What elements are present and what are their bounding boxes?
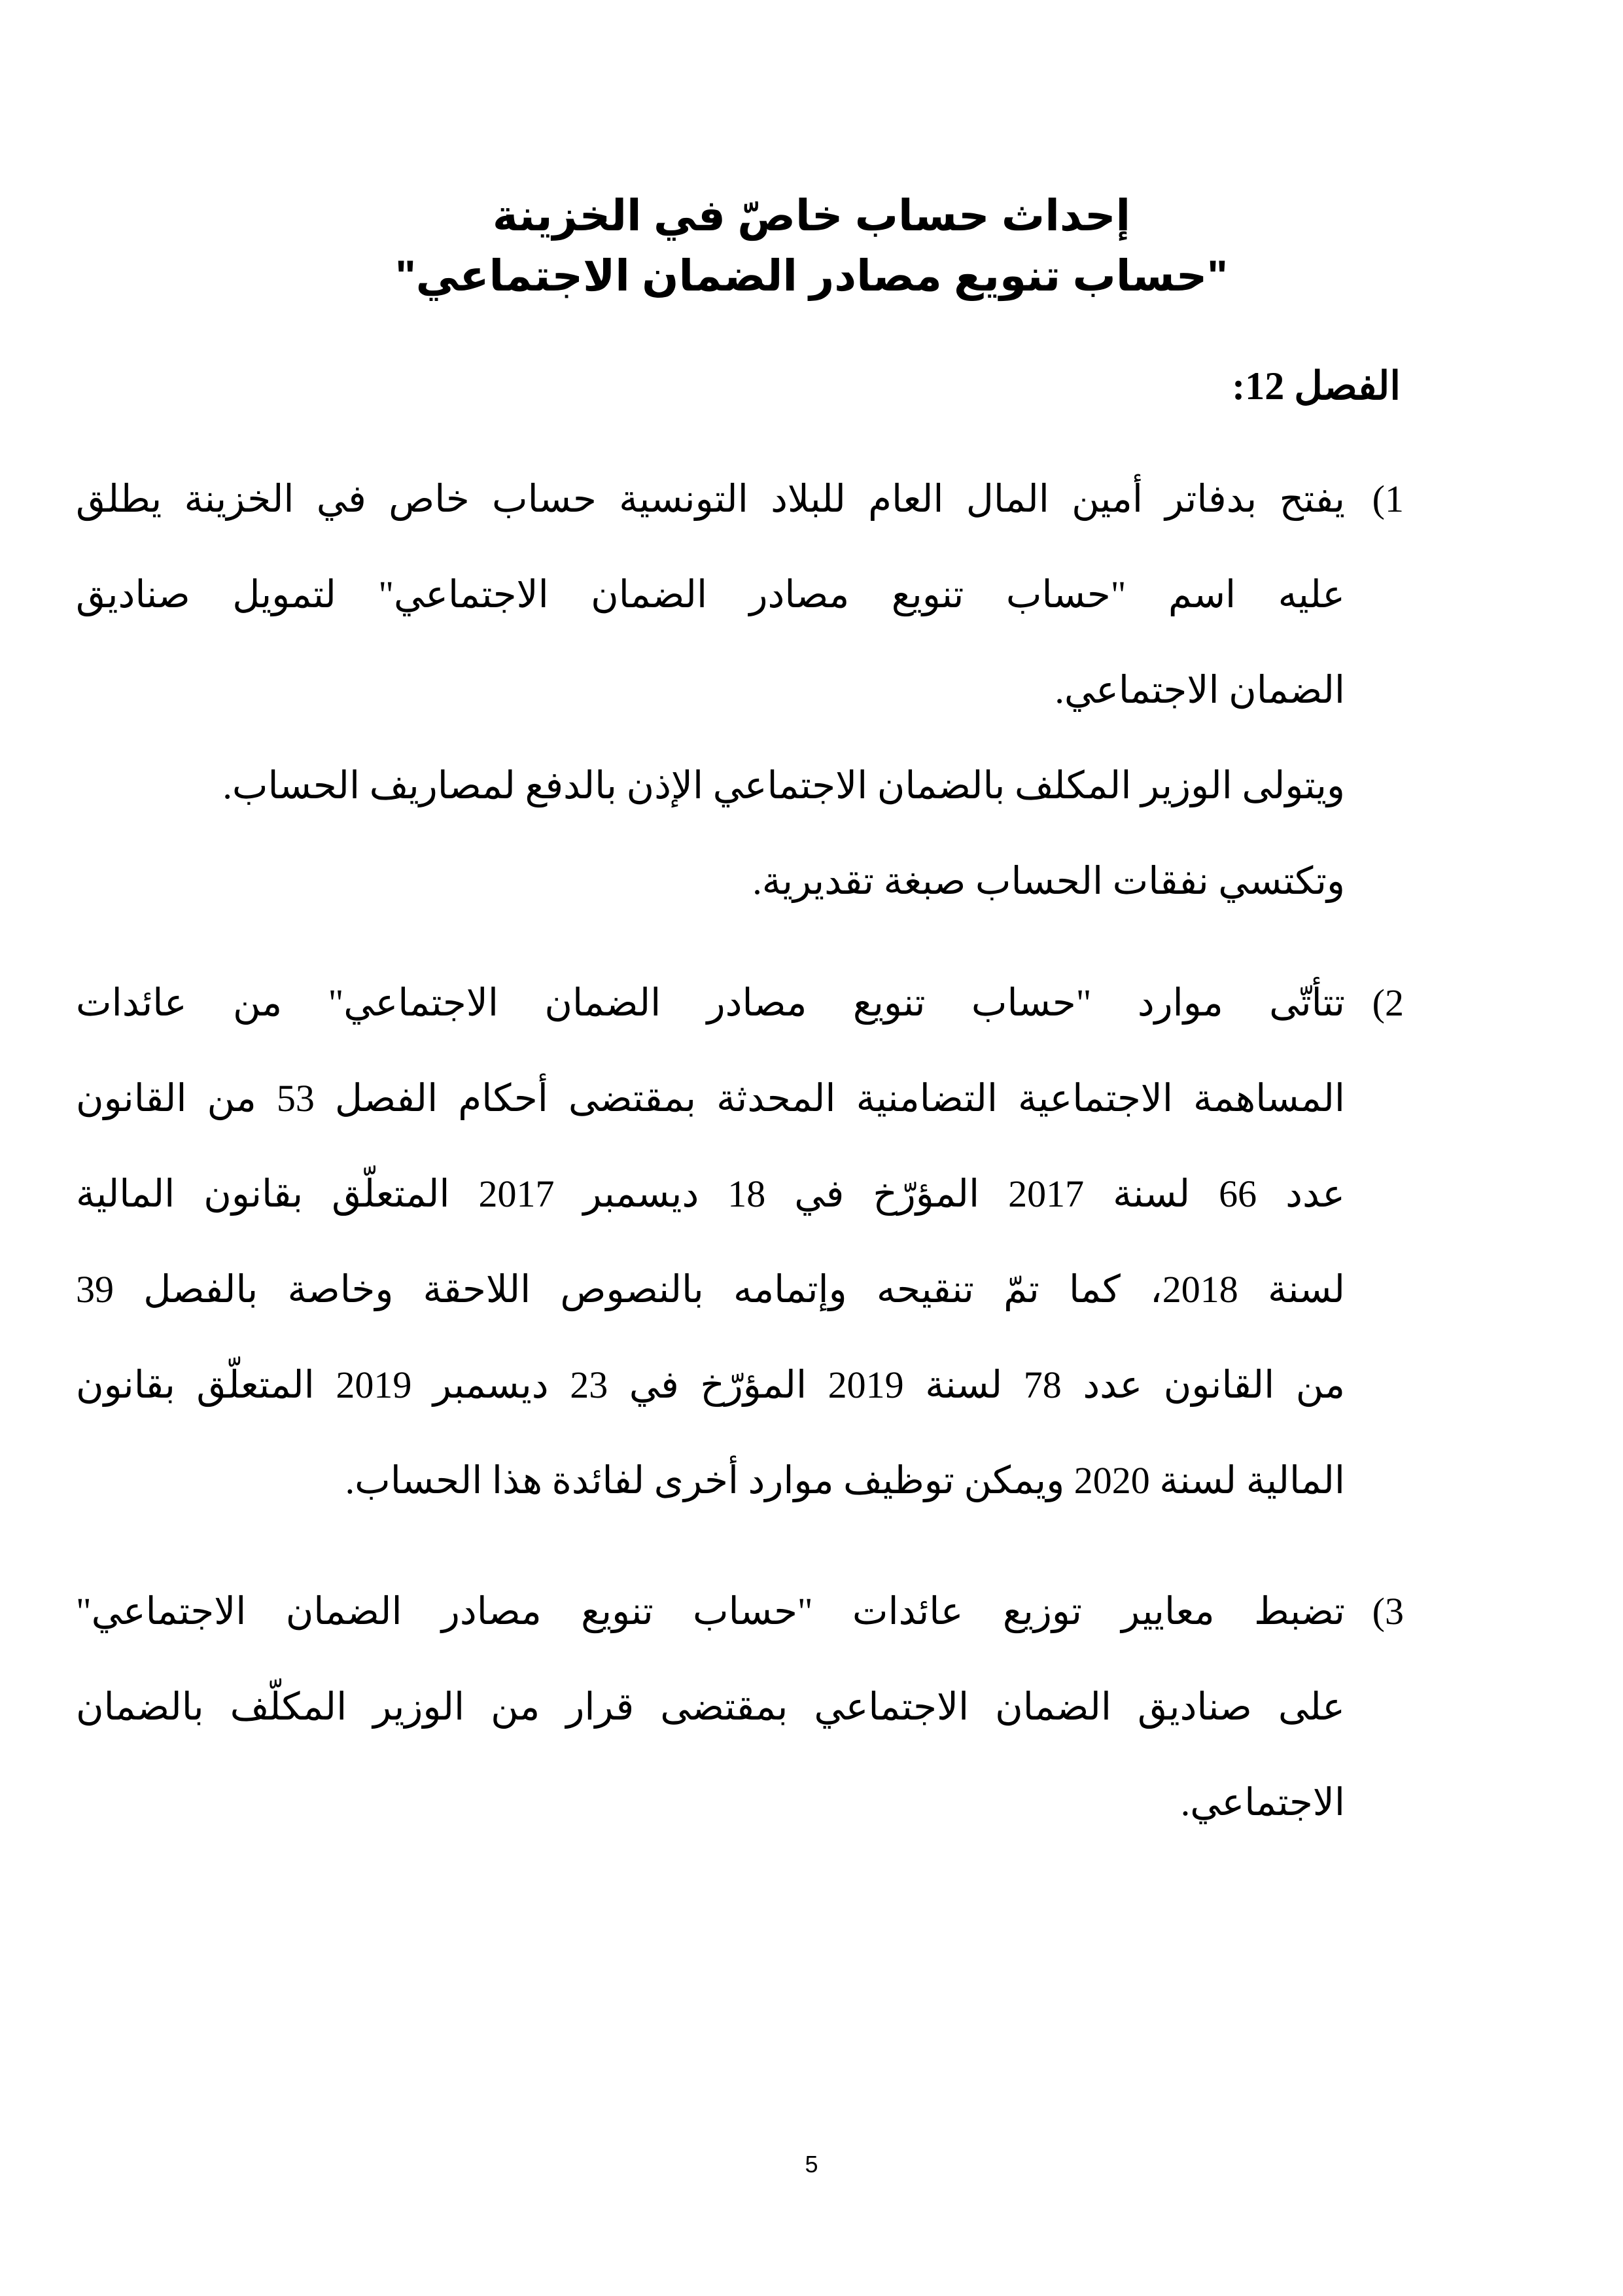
page-number: 5	[805, 2151, 818, 2178]
paragraph-line: الاجتماعي.	[1180, 1781, 1345, 1824]
paragraph-line: من القانون عدد 78 لسنة 2019 المؤرّخ في 23 ديسمبر 2019 المتعلّق بقانون	[76, 1364, 1346, 1406]
title-line-2: "حساب تنويع مصادر الضمان الاجتماعي"	[395, 251, 1228, 300]
paragraph-1	[76, 451, 1404, 929]
paragraph-line: المساهمة الاجتماعية التضامنية المحدثة بمقتضى أحكام الفصل 53 من القانون	[76, 1077, 1345, 1120]
paragraph-line: تتأتّى موارد "حساب تنويع مصادر الضمان الاجتماعي" من عائدات	[76, 981, 1345, 1024]
paragraph-number: 1)	[1372, 478, 1404, 520]
paragraph-line: على صناديق الضمان الاجتماعي بمقتضى قرار من الوزير المكلّف بالضمان	[76, 1686, 1345, 1728]
paragraph-2	[76, 955, 1404, 1528]
paragraph-line: وتكتسي نفقات الحساب صبغة تقديرية.	[752, 860, 1345, 902]
paragraph-line: ويتولى الوزير المكلف بالضمان الاجتماعي الإذن بالدفع لمصاريف الحساب.	[222, 764, 1345, 807]
paragraph-line: تضبط معايير توزيع عائدات "حساب تنويع مصادر الضمان الاجتماعي"	[76, 1590, 1345, 1633]
paragraph-line: عدد 66 لسنة 2017 المؤرّخ في 18 ديسمبر 2017 المتعلّق بقانون المالية	[76, 1173, 1346, 1215]
title-line-1: إحداث حساب خاصّ في الخزينة	[492, 191, 1131, 239]
paragraph-line: يفتح بدفاتر أمين المال العام للبلاد التونسية حساب خاص في الخزينة يطلق	[76, 478, 1345, 520]
paragraph-3	[76, 1564, 1404, 1850]
paragraph-line: لسنة 2018، كما تمّ تنقيحه وإتمامه بالنصوص اللاحقة وخاصة بالفصل 39	[76, 1268, 1345, 1311]
paragraph-body	[76, 451, 1345, 929]
paragraph-line: عليه اسم "حساب تنويع مصادر الضمان الاجتماعي" لتمويل صناديق	[76, 573, 1345, 616]
paragraph-line: الضمان الاجتماعي.	[1055, 669, 1345, 711]
paragraph-number: 2)	[1372, 981, 1404, 1024]
paragraph-body	[76, 955, 1345, 1528]
paragraph-line: المالية لسنة 2020 ويمكن توظيف موارد أخرى لفائدة هذا الحساب.	[345, 1459, 1345, 1502]
paragraph-body	[76, 1564, 1345, 1850]
chapter-heading: الفصل 12:	[1232, 364, 1401, 408]
paragraph-number: 3)	[1372, 1590, 1404, 1633]
